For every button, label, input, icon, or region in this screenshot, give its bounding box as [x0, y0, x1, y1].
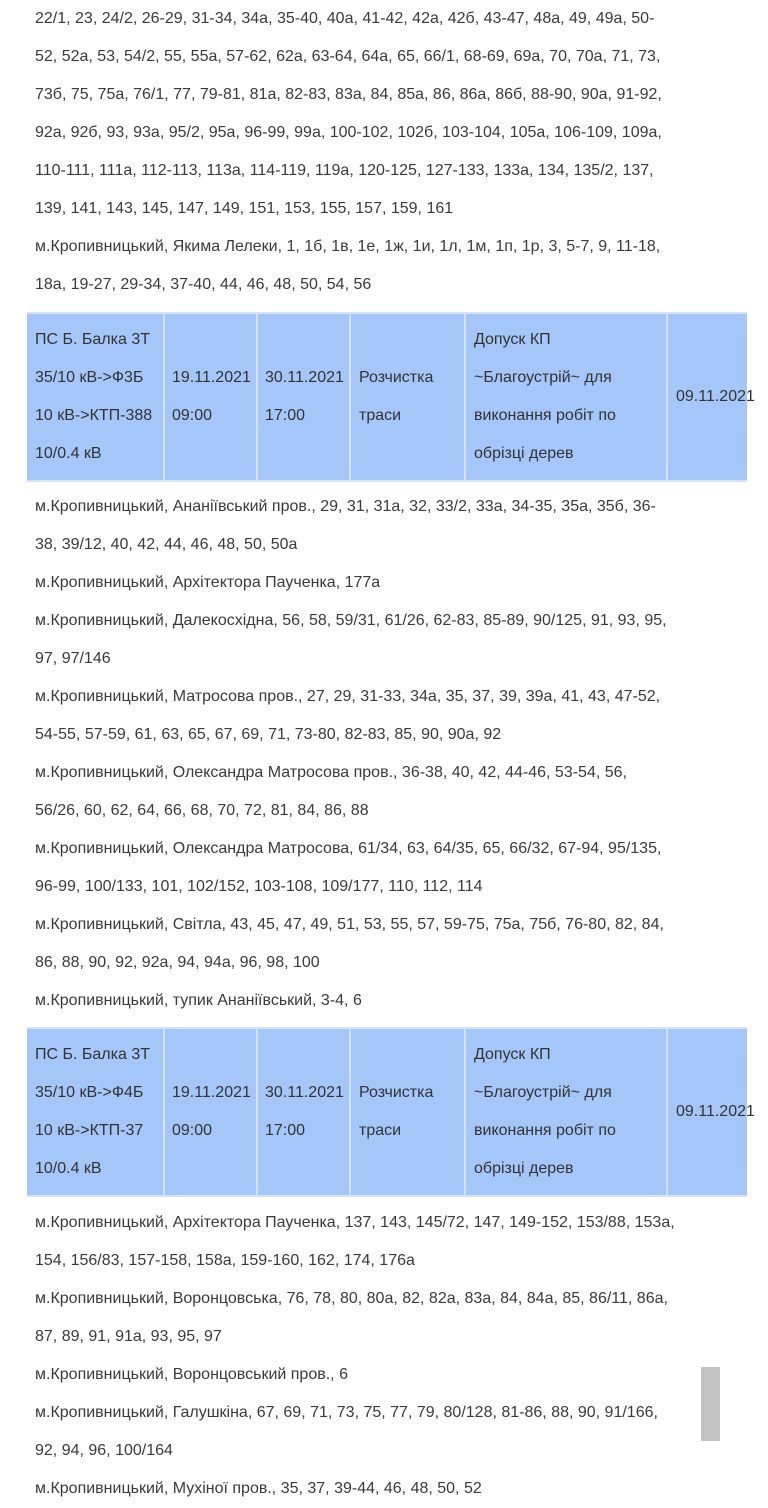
outage-type-cell [351, 1029, 466, 1195]
description-line: ~Благоустрій~ для [474, 1084, 612, 1101]
end-date: 30.11.2021 [265, 1084, 344, 1101]
description-line: Допуск КП [474, 331, 551, 348]
description-line: виконання робіт по [474, 1122, 616, 1139]
end-time: 17:00 [265, 1122, 306, 1139]
outage-row [27, 1027, 755, 1197]
outage-description-cell [466, 1029, 668, 1195]
address-list-item: м.Кропивницький, Якима Лелеки, 1, 1б, 1в, 1е, 1ж, 1и, 1л, 1м, 1п, 1р, 3, 5-7, 9, 11-18, 18а, 19-27, 29-34, 37-40, 44, 46, 48, 50, 54, 56 [35, 238, 661, 293]
address-list-item: м.Кропивницький, Мухіної пров., 35, 37, 39-44, 46, 48, 50, 52 [35, 1480, 482, 1497]
object-line: 10/0.4 кВ [35, 445, 102, 462]
outage-date-cell [668, 1029, 768, 1195]
outage-start-cell [164, 314, 257, 480]
address-list-item: м.Кропивницький, Ананіївський пров., 29, 31, 31а, 32, 33/2, 33а, 34-35, 35а, 35б, 36-38, 39/12, 40, 42, 44, 46, 48, 50, 50а [35, 498, 656, 553]
address-list-item: м.Кропивницький, Галушкіна, 67, 69, 71, 73, 75, 77, 79, 80/128, 81-86, 88, 90, 91/166, 92, 94, 96, 100/164 [35, 1404, 658, 1459]
notice-date: 09.11.2021 [676, 1103, 755, 1120]
object-line: 35/10 кВ->Ф3Б [35, 369, 144, 386]
outage-end-cell [257, 1029, 351, 1195]
outage-row [27, 312, 755, 482]
outage-description-cell [466, 314, 668, 480]
object-line: 35/10 кВ->Ф4Б [35, 1084, 144, 1101]
outage-end-cell [257, 314, 351, 480]
description-line: Допуск КП [474, 1046, 551, 1063]
address-list-item: м.Кропивницький, Олександра Матросова пров., 36-38, 40, 42, 44-46, 53-54, 56, 56/26, 60, 62, 64, 66, 68, 70, 72, 81, 84, 86, 88 [35, 764, 627, 819]
outage-date-cell [668, 314, 768, 480]
address-list-item: м.Кропивницький, Матросова пров., 27, 29, 31-33, 34а, 35, 37, 39, 39а, 41, 43, 47-52, 54-55, 57-59, 61, 63, 65, 67, 69, 71, 73-80, 82-83, 85, 90, 90а, 92 [35, 688, 661, 743]
start-time: 09:00 [172, 407, 213, 424]
address-list-item: 22/1, 23, 24/2, 26-29, 31-34, 34а, 35-40, 40а, 41-42, 42а, 42б, 43-47, 48а, 49, 49а, 50-52, 52а, 53, 54/2, 55, 55а, 57-62, 62а, 63-64, 64а, 65, 66/1, 68-69, 69а, 70, 70а, 71, 73, 73б, 75, 75а, 76/1, 77, 79-81, 81а, 82-83, 83а, 84, 85а, 86, 86а, 86б, 88-90, 90а, 91-92, 92а, 92б, 93, 93а, 95/2, 95а, 96-99, 99а, 100-102, 102б, 103-104, 105а, 106-109, 109а, 110-111, 111а, 112-113, 113а, 114-119, 119а, 120-125, 127-133, 133а, 134, 135/2, 137, 139, 141, 143, 145, 147, 149, 151, 153, 155, 157, 159, 161 [35, 10, 662, 217]
object-line: 10/0.4 кВ [35, 1160, 102, 1177]
address-list-item: м.Кропивницький, Воронцовський пров., 6 [35, 1366, 348, 1383]
scrollbar-thumb[interactable] [701, 1367, 720, 1441]
start-date: 19.11.2021 [172, 369, 251, 386]
end-date: 30.11.2021 [265, 369, 344, 386]
start-date: 19.11.2021 [172, 1084, 251, 1101]
description-line: ~Благоустрій~ для [474, 369, 612, 386]
address-list-item: м.Кропивницький, Архітектора Паученка, 137, 143, 145/72, 147, 149-152, 153/88, 153а, 154, 156/83, 157-158, 158а, 159-160, 162, 174, 176а [35, 1214, 675, 1269]
address-list-item: м.Кропивницький, Світла, 43, 45, 47, 49, 51, 53, 55, 57, 59-75, 75а, 75б, 76-80, 82, 84, 86, 88, 90, 92, 92а, 94, 94а, 96, 98, 100 [35, 916, 664, 971]
outage-object-cell [27, 1029, 163, 1195]
type-line: траси [359, 407, 402, 424]
type-line: Розчистка [359, 369, 434, 386]
notice-date: 09.11.2021 [676, 388, 755, 405]
description-line: обрізці дерев [474, 1160, 574, 1177]
address-list-item: м.Кропивницький, Олександра Матросова, 61/34, 63, 64/35, 65, 66/32, 67-94, 95/135, 96-99, 100/133, 101, 102/152, 103-108, 109/177, 110, 112, 114 [35, 840, 662, 895]
outage-start-cell [164, 1029, 257, 1195]
address-list-item: м.Кропивницький, Архітектора Паученка, 177а [35, 574, 381, 591]
type-line: траси [359, 1122, 402, 1139]
outage-type-cell [351, 314, 466, 480]
object-line: 10 кВ->КТП-388 [35, 407, 153, 424]
outage-object-cell [27, 314, 163, 480]
address-list-item: м.Кропивницький, Далекосхідна, 56, 58, 59/31, 61/26, 62-83, 85-89, 90/125, 91, 93, 95, 97, 97/146 [35, 612, 667, 667]
object-line: 10 кВ->КТП-37 [35, 1122, 144, 1139]
description-line: обрізці дерев [474, 445, 574, 462]
end-time: 17:00 [265, 407, 306, 424]
object-line: ПС Б. Балка 3Т [35, 331, 150, 348]
object-line: ПС Б. Балка 3Т [35, 1046, 150, 1063]
address-list-item: м.Кропивницький, тупик Ананіївський, 3-4, 6 [35, 992, 362, 1009]
address-list-item: м.Кропивницький, Воронцовська, 76, 78, 80, 80а, 82, 82а, 83а, 84, 84а, 85, 86/11, 86а, 87, 89, 91, 91а, 93, 95, 97 [35, 1290, 668, 1345]
start-time: 09:00 [172, 1122, 213, 1139]
type-line: Розчистка [359, 1084, 434, 1101]
description-line: виконання робіт по [474, 407, 616, 424]
